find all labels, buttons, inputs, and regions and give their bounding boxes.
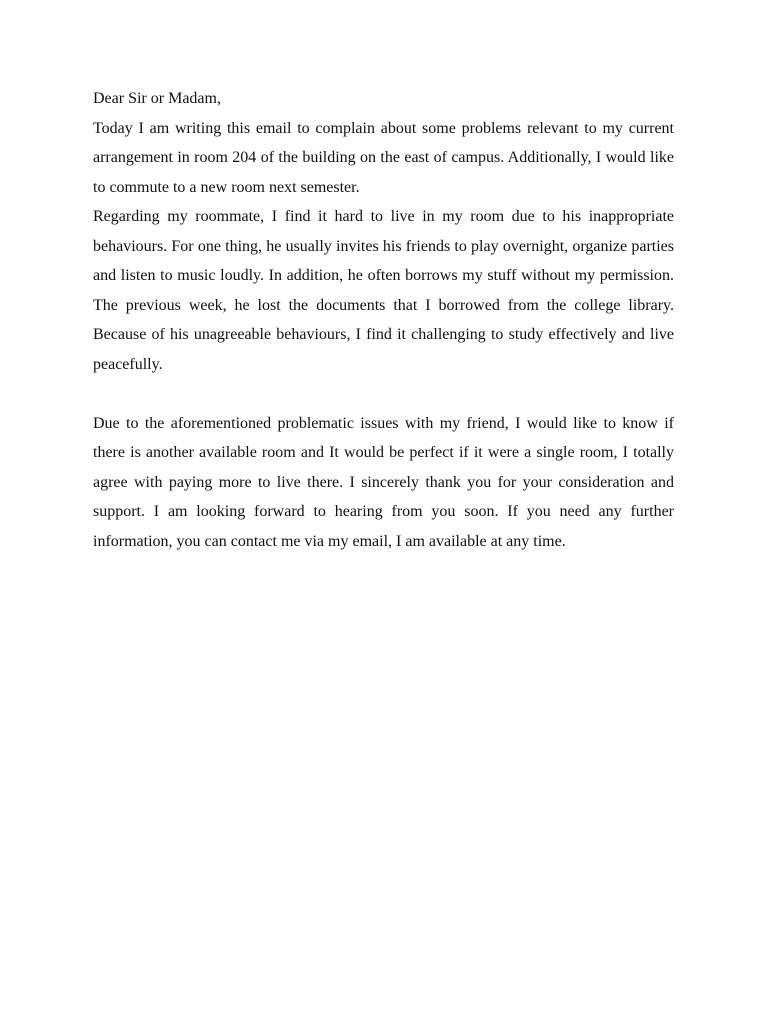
salutation: Dear Sir or Madam,	[93, 90, 221, 107]
letter-body	[93, 84, 674, 556]
paragraph-complaint-intro: Today I am writing this email to complain about some problems relevant to my current arrangement in room 204 of the building on the east of campus. Additionally, I would like to commute to a new room next semester.	[93, 119, 674, 196]
paragraph-roommate-issues: Regarding my roommate, I find it hard to live in my room due to his inappropriate behaviours. For one thing, he usually invites his friends to play overnight, organize parties and listen to music loudly. In addition, he often borrows my stuff without my permission. The previous week, he lost the documents that I borrowed from the college library. Because of his unagreeable behaviours, I find it challenging to study effectively and live peacefully.	[93, 208, 674, 373]
paragraph-room-request: Due to the aforementioned problematic issues with my friend, I would like to know if there is another available room and It would be perfect if it were a single room, I totally agree with paying more to live there. I sincerely thank you for your consideration and support. I am looking forward to hearing from you soon. If you need any further information, you can contact me via my email, I am available at any time.	[93, 414, 674, 550]
